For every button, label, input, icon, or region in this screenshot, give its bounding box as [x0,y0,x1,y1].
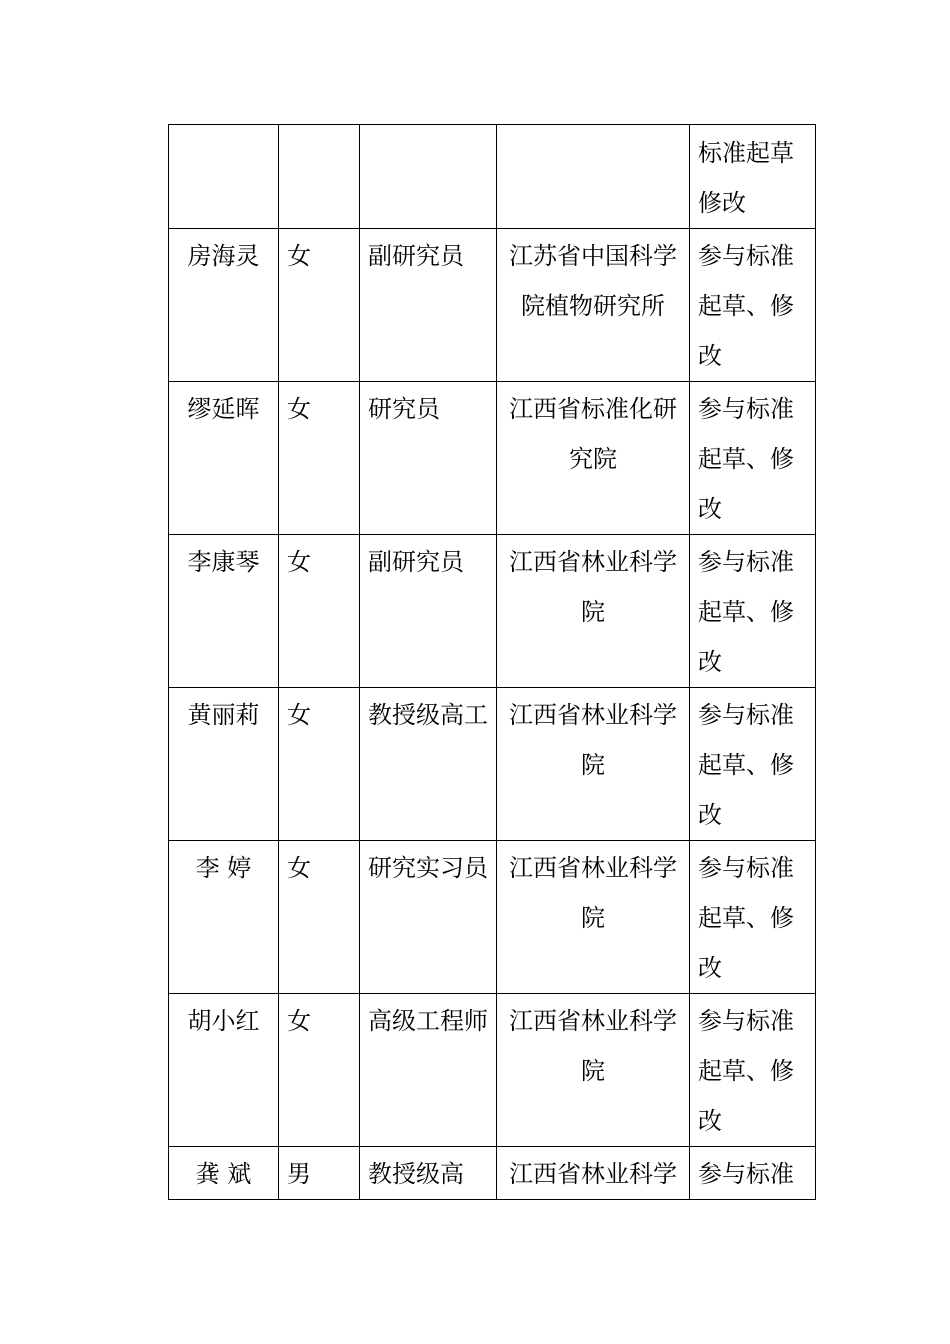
table-row [169,841,816,994]
org-cell [497,688,690,841]
org-cell [497,125,690,229]
role-cell [690,841,816,994]
name-text: 李 婷 [195,854,252,882]
org-text: 江西省林业科学院 [509,854,677,932]
title-cell [360,1147,497,1200]
role-text: 标准起草修改 [698,139,794,217]
name-cell [169,688,279,841]
table-row [169,535,816,688]
name-text: 黄丽莉 [187,701,260,729]
table-row [169,229,816,382]
org-text: 江苏省中国科学院植物研究所 [509,242,677,320]
gender-text: 男 [287,1160,311,1188]
role-cell [690,229,816,382]
role-cell [690,994,816,1147]
title-text: 副研究员 [368,548,464,576]
table-row [169,125,816,229]
gender-text [287,125,351,127]
org-cell [497,535,690,688]
name-cell [169,994,279,1147]
name-cell [169,229,279,382]
role-text: 参与标准起草、修改 [698,548,794,676]
gender-text: 女 [287,1007,311,1035]
gender-cell [279,841,360,994]
gender-cell [279,1147,360,1200]
gender-text: 女 [287,854,311,882]
role-text: 参与标准起草、修改 [698,395,794,523]
name-cell [169,382,279,535]
title-cell [360,382,497,535]
org-cell [497,229,690,382]
title-cell [360,229,497,382]
table-row [169,688,816,841]
org-text: 江西省标准化研究院 [509,395,677,473]
name-text: 龚 斌 [195,1160,252,1188]
title-text: 研究员 [368,395,440,423]
title-cell [360,841,497,994]
title-text: 教授级高 [368,1160,464,1188]
role-cell [690,535,816,688]
role-text: 参与标准起草、修改 [698,701,794,829]
table-row [169,1147,816,1200]
org-text: 江西省林业科学院 [509,701,677,779]
gender-text: 女 [287,242,311,270]
org-cell [497,841,690,994]
title-text: 教授级高工 [368,701,488,729]
gender-cell [279,688,360,841]
role-cell [690,1147,816,1200]
role-text: 参与标准 [698,1160,794,1188]
title-cell [360,994,497,1147]
gender-cell [279,382,360,535]
name-text [177,125,270,127]
role-cell [690,688,816,841]
name-text: 缪延晖 [187,395,260,423]
name-text: 胡小红 [187,1007,260,1035]
role-text: 参与标准起草、修改 [698,242,794,370]
title-text: 高级工程师 [368,1007,488,1035]
gender-text: 女 [287,395,311,423]
title-cell [360,688,497,841]
gender-cell [279,125,360,229]
table-row [169,382,816,535]
role-text: 参与标准起草、修改 [698,1007,794,1135]
org-cell [497,1147,690,1200]
name-cell [169,841,279,994]
role-cell [690,382,816,535]
role-cell [690,125,816,229]
drafters-table [168,124,816,1200]
gender-cell [279,994,360,1147]
org-text [505,125,681,127]
org-text: 江西省林业科学院 [509,548,677,626]
name-cell [169,1147,279,1200]
title-text [368,125,488,127]
org-text: 江西省林业科学 [509,1160,677,1188]
name-cell [169,125,279,229]
title-cell [360,125,497,229]
title-text: 副研究员 [368,242,464,270]
name-cell [169,535,279,688]
gender-text: 女 [287,548,311,576]
title-text: 研究实习员 [368,854,488,882]
name-text: 李康琴 [187,548,260,576]
role-text: 参与标准起草、修改 [698,854,794,982]
gender-cell [279,535,360,688]
org-cell [497,994,690,1147]
gender-text: 女 [287,701,311,729]
gender-cell [279,229,360,382]
org-text: 江西省林业科学院 [509,1007,677,1085]
name-text: 房海灵 [187,242,260,270]
table-row [169,994,816,1147]
title-cell [360,535,497,688]
org-cell [497,382,690,535]
